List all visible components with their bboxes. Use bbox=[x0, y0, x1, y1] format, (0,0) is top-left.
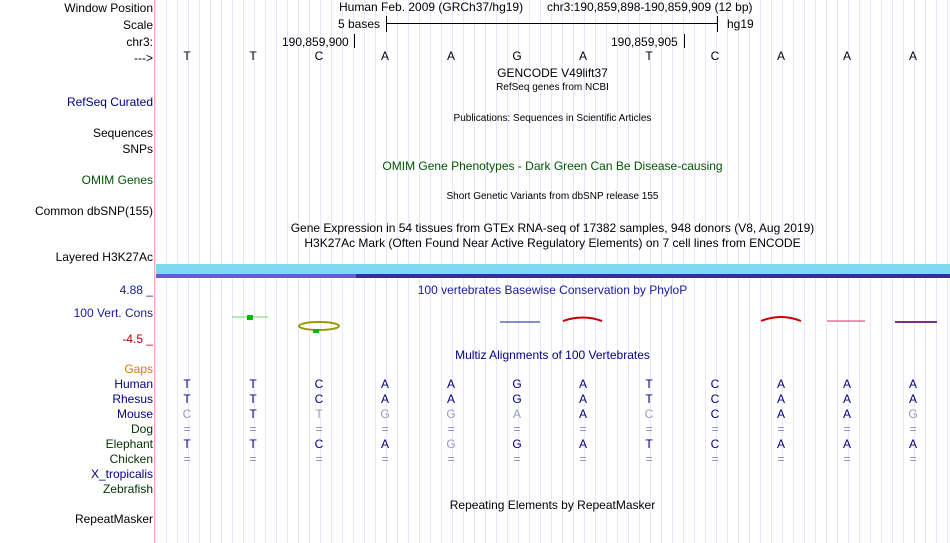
alignment-base: = bbox=[909, 452, 917, 466]
alignment-base: A bbox=[908, 377, 917, 391]
alignment-base: = bbox=[513, 422, 521, 436]
alignment-base: = bbox=[777, 452, 785, 466]
reference-base: A bbox=[908, 49, 917, 63]
alignment-base: T bbox=[249, 437, 257, 451]
reference-base: G bbox=[512, 49, 522, 63]
alignment-base: T bbox=[645, 392, 653, 406]
100-vert-cons-label[interactable]: 100 Vert. Cons bbox=[73, 306, 153, 320]
alignment-base: = bbox=[315, 452, 323, 466]
reference-base: A bbox=[776, 49, 785, 63]
alignment-base: = bbox=[909, 422, 917, 436]
alignment-base: = bbox=[645, 422, 653, 436]
alignment-base: A bbox=[908, 437, 917, 451]
reference-base: A bbox=[446, 49, 455, 63]
alignment-base: G bbox=[512, 392, 522, 406]
alignment-base: T bbox=[249, 407, 257, 421]
alignment-base: = bbox=[183, 452, 191, 466]
gtex-track-title[interactable]: Gene Expression in 54 tissues from GTEx RNA-seq of 17382 samples, 948 donors (V8, Aug 2019) bbox=[290, 221, 815, 235]
alignment-base: A bbox=[842, 407, 851, 421]
alignment-base: A bbox=[578, 392, 587, 406]
phylop-mark-4 bbox=[563, 318, 602, 322]
alignment-base: A bbox=[776, 377, 785, 391]
phylop-mark-2-peak bbox=[313, 329, 319, 333]
alignment-base: T bbox=[183, 392, 191, 406]
phylop-mark-1-peak bbox=[247, 315, 253, 320]
alignment-base: C bbox=[710, 437, 720, 451]
alignment-base: G bbox=[908, 407, 918, 421]
reference-base: C bbox=[314, 49, 324, 63]
alignment-base: = bbox=[711, 452, 719, 466]
alignment-base: T bbox=[249, 392, 257, 406]
omim-genes-label[interactable]: OMIM Genes bbox=[81, 173, 153, 187]
alignment-base: A bbox=[842, 392, 851, 406]
assembly-title: Human Feb. 2009 (GRCh37/hg19) bbox=[339, 0, 524, 14]
window-coordinates: chr3:190,859,898-190,859,909 (12 bp) bbox=[547, 0, 753, 14]
reference-base: T bbox=[249, 49, 257, 63]
alignment-base: G bbox=[380, 407, 390, 421]
alignment-base: T bbox=[249, 377, 257, 391]
snps-label[interactable]: SNPs bbox=[122, 142, 153, 156]
alignment-base: A bbox=[908, 392, 917, 406]
alignment-base: A bbox=[842, 437, 851, 451]
alignment-base: G bbox=[512, 437, 522, 451]
refseq-track-title[interactable]: RefSeq genes from NCBI bbox=[496, 82, 609, 93]
window-position-label: Window Position bbox=[64, 1, 153, 15]
alignment-base: T bbox=[183, 377, 191, 391]
alignment-base: = bbox=[579, 422, 587, 436]
alignment-base: = bbox=[645, 452, 653, 466]
h3k27ac-track-title[interactable]: H3K27Ac Mark (Often Found Near Active Regulatory Elements) on 7 cell lines from ENCODE bbox=[304, 236, 801, 250]
alignment-base: A bbox=[446, 377, 455, 391]
species-label[interactable]: Human bbox=[114, 377, 153, 391]
reference-base: A bbox=[380, 49, 389, 63]
multiz-track-title[interactable]: Multiz Alignments of 100 Vertebrates bbox=[455, 348, 650, 362]
publications-track-title[interactable]: Publications: Sequences in Scientific Articles bbox=[453, 113, 652, 124]
species-label[interactable]: Rhesus bbox=[112, 392, 153, 406]
strand-label: ---> bbox=[134, 51, 153, 65]
alignment-base: A bbox=[512, 407, 521, 421]
alignment-base: G bbox=[446, 437, 456, 451]
alignment-base: = bbox=[447, 452, 455, 466]
gencode-track-title[interactable]: GENCODE V49lift37 bbox=[497, 66, 608, 80]
alignment-base: A bbox=[842, 377, 851, 391]
alignment-base: G bbox=[446, 407, 456, 421]
alignment-base: A bbox=[776, 392, 785, 406]
phylop-min-label: -4.5 _ bbox=[122, 332, 153, 346]
alignment-base: C bbox=[710, 377, 720, 391]
reference-base: T bbox=[183, 49, 191, 63]
alignment-base: = bbox=[711, 422, 719, 436]
omim-track-title[interactable]: OMIM Gene Phenotypes - Dark Green Can Be Disease-causing bbox=[382, 159, 723, 173]
alignment-base: = bbox=[249, 422, 257, 436]
phylop-mark-2 bbox=[299, 322, 339, 330]
species-label[interactable]: Chicken bbox=[109, 452, 153, 466]
alignment-base: = bbox=[315, 422, 323, 436]
reference-base: A bbox=[578, 49, 587, 63]
alignment-base: C bbox=[314, 377, 324, 391]
repeatmasker-track-title[interactable]: Repeating Elements by RepeatMasker bbox=[449, 498, 656, 512]
alignment-base: A bbox=[380, 377, 389, 391]
alignment-base: A bbox=[380, 437, 389, 451]
alignment-base: C bbox=[314, 437, 324, 451]
scale-db: hg19 bbox=[727, 17, 754, 31]
species-label[interactable]: Zebrafish bbox=[102, 482, 153, 496]
alignment-base: = bbox=[843, 452, 851, 466]
scale-label: Scale bbox=[122, 18, 153, 32]
h3k27ac-signal-bar[interactable] bbox=[156, 264, 950, 280]
alignment-base: = bbox=[381, 422, 389, 436]
alignment-base: C bbox=[644, 407, 654, 421]
alignment-base: = bbox=[777, 422, 785, 436]
alignment-base: C bbox=[182, 407, 192, 421]
alignment-base: = bbox=[381, 452, 389, 466]
alignment-base: G bbox=[512, 377, 522, 391]
alignment-base: = bbox=[843, 422, 851, 436]
species-label[interactable]: Elephant bbox=[105, 437, 153, 451]
alignment-base: T bbox=[645, 377, 653, 391]
chrom-label: chr3: bbox=[126, 35, 153, 49]
coord-tick-mark-1 bbox=[354, 34, 355, 48]
alignment-base: A bbox=[578, 377, 587, 391]
alignment-base: C bbox=[710, 407, 720, 421]
alignment-base: T bbox=[645, 437, 653, 451]
species-label[interactable]: X_tropicalis bbox=[90, 467, 153, 481]
refseq-curated-label[interactable]: RefSeq Curated bbox=[66, 95, 153, 109]
layered-h3k27ac-label[interactable]: Layered H3K27Ac bbox=[55, 250, 153, 264]
alignment-base: = bbox=[183, 422, 191, 436]
alignment-base: A bbox=[776, 437, 785, 451]
species-label[interactable]: Mouse bbox=[116, 407, 153, 421]
alignment-base: = bbox=[447, 422, 455, 436]
phylop-max-label: 4.88 _ bbox=[119, 283, 153, 297]
species-label[interactable]: Dog bbox=[130, 422, 153, 436]
alignment-base: T bbox=[183, 437, 191, 451]
dbsnp-track-title[interactable]: Short Genetic Variants from dbSNP release 155 bbox=[446, 191, 659, 202]
scale-value: 5 bases bbox=[338, 17, 381, 31]
phylop-graph[interactable] bbox=[155, 296, 950, 340]
alignment-base: A bbox=[578, 407, 587, 421]
reference-base: A bbox=[842, 49, 851, 63]
alignment-base: A bbox=[380, 392, 389, 406]
coord-tick-mark-2 bbox=[684, 34, 685, 48]
repeatmasker-label[interactable]: RepeatMasker bbox=[74, 512, 153, 526]
alignment-base: A bbox=[578, 437, 587, 451]
phylop-mark-5 bbox=[761, 317, 801, 321]
alignment-base: = bbox=[513, 452, 521, 466]
alignment-base: A bbox=[776, 407, 785, 421]
alignment-base: A bbox=[446, 392, 455, 406]
alignment-base: = bbox=[249, 452, 257, 466]
coord-tick-2: 190,859,905 bbox=[611, 35, 678, 49]
sequences-label[interactable]: Sequences bbox=[92, 126, 153, 140]
scale-bar bbox=[386, 16, 718, 32]
alignment-base: T bbox=[315, 407, 323, 421]
alignment-base: C bbox=[314, 392, 324, 406]
reference-base: T bbox=[645, 49, 653, 63]
gaps-label[interactable]: Gaps bbox=[124, 362, 153, 376]
alignment-base: = bbox=[579, 452, 587, 466]
coord-tick-1: 190,859,900 bbox=[282, 35, 349, 49]
common-dbsnp-label[interactable]: Common dbSNP(155) bbox=[34, 204, 153, 218]
reference-base: C bbox=[710, 49, 720, 63]
alignment-base: C bbox=[710, 392, 720, 406]
phylop-track-title[interactable]: 100 vertebrates Basewise Conservation by PhyloP bbox=[417, 283, 688, 297]
